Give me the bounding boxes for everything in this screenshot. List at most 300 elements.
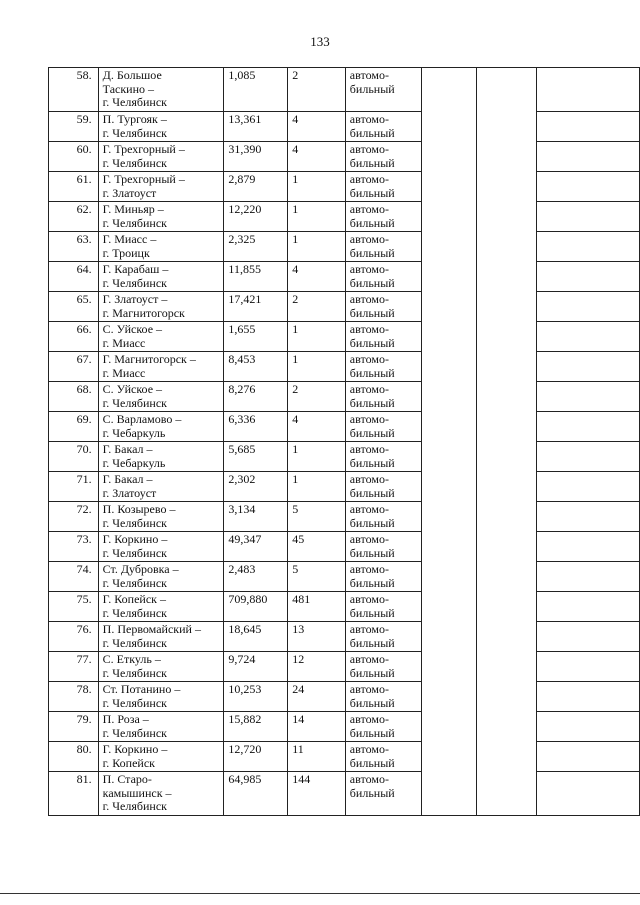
transport-type-cell-line: автомо- [349,442,389,456]
table-row [49,68,640,112]
distance-cell: 5,685 [224,442,288,472]
empty-cell [421,772,476,816]
row-number-cell: 62. [49,202,99,232]
transport-type-cell-line: автомо- [349,742,389,756]
table-row [49,382,640,412]
route-cell-line: П. Старо- [102,772,152,786]
empty-cell [476,712,536,742]
transport-type-cell-line: бильный [349,455,395,470]
table-row [49,712,640,742]
route-cell-line: П. Первомайский – [102,622,201,636]
route-cell [98,622,224,652]
count-cell: 14 [288,712,346,742]
transport-type-cell [345,68,421,112]
distance-cell: 18,645 [224,622,288,652]
distance-cell: 49,347 [224,532,288,562]
table-row [49,352,640,382]
distance-cell: 709,880 [224,592,288,622]
transport-type-cell [345,562,421,592]
route-cell [98,382,224,412]
distance-cell: 2,879 [224,172,288,202]
empty-cell [421,322,476,352]
empty-cell [476,382,536,412]
empty-cell [421,532,476,562]
transport-type-cell-line: бильный [349,425,395,440]
count-cell: 2 [288,68,346,112]
count-cell: 1 [288,232,346,262]
empty-cell [537,172,640,202]
row-number-cell: 58. [49,68,99,112]
distance-cell: 1,085 [224,68,288,112]
row-number-cell: 81. [49,772,99,816]
empty-cell [421,202,476,232]
transport-type-cell-line: автомо- [349,712,389,726]
row-number-cell: 70. [49,442,99,472]
empty-cell [476,142,536,172]
count-cell: 24 [288,682,346,712]
count-cell: 2 [288,292,346,322]
row-number-cell: 74. [49,562,99,592]
row-number-cell: 78. [49,682,99,712]
empty-cell [537,322,640,352]
distance-cell: 12,720 [224,742,288,772]
empty-cell [476,592,536,622]
route-cell-line: П. Козырево – [102,502,176,516]
distance-cell: 2,483 [224,562,288,592]
row-number-cell: 64. [49,262,99,292]
route-cell-line: г. Миасс [102,335,146,350]
transport-type-cell-line: бильный [349,365,395,380]
transport-type-cell [345,172,421,202]
empty-cell [537,562,640,592]
count-cell: 481 [288,592,346,622]
route-cell [98,472,224,502]
transport-type-cell-line: бильный [349,155,395,170]
transport-type-cell-line: бильный [349,185,395,200]
empty-cell [476,172,536,202]
route-cell-line: г. Челябинск [102,155,167,170]
count-cell: 144 [288,772,346,816]
route-cell [98,202,224,232]
route-cell-line: Г. Трехгорный – [102,172,185,186]
row-number-cell: 61. [49,172,99,202]
route-cell-line: Г. Трехгорный – [102,142,185,156]
route-cell-line: г. Чебаркуль [102,425,166,440]
table-row [49,652,640,682]
route-cell-line: Г. Магнитогорск – [102,352,196,366]
empty-cell [476,68,536,112]
route-cell [98,262,224,292]
distance-cell: 8,276 [224,382,288,412]
transport-type-cell-line: бильный [349,605,395,620]
transport-type-cell [345,712,421,742]
table-row [49,112,640,142]
transport-type-cell [345,742,421,772]
route-cell-line: Д. Большое [102,68,162,82]
table-row [49,172,640,202]
empty-cell [421,172,476,202]
route-cell-line: г. Чебаркуль [102,455,166,470]
row-number-cell: 59. [49,112,99,142]
route-cell-line: Г. Бакал – [102,472,153,486]
route-cell-line: г. Челябинск [102,275,167,290]
transport-type-cell [345,382,421,412]
empty-cell [476,412,536,442]
route-cell-line: Г. Бакал – [102,442,153,456]
count-cell: 45 [288,532,346,562]
row-number-cell: 69. [49,412,99,442]
route-cell-line: Ст. Дубровка – [102,562,179,576]
route-cell-line: г. Челябинск [102,695,167,710]
transport-type-cell [345,502,421,532]
empty-cell [537,772,640,816]
distance-cell: 2,302 [224,472,288,502]
count-cell: 1 [288,172,346,202]
footer-rule [0,893,640,894]
page-number: 133 [310,34,330,49]
distance-cell: 10,253 [224,682,288,712]
empty-cell [421,68,476,112]
route-cell-line: г. Копейск [102,755,155,770]
distance-cell: 17,421 [224,292,288,322]
empty-cell [421,352,476,382]
route-cell [98,142,224,172]
empty-cell [537,592,640,622]
transport-type-cell-line: автомо- [349,592,389,606]
route-cell-line: П. Тургояк – [102,112,167,126]
route-cell [98,742,224,772]
empty-cell [537,472,640,502]
row-number-cell: 65. [49,292,99,322]
transport-type-cell-line: бильный [349,755,395,770]
transport-type-cell-line: автомо- [349,142,389,156]
table-row [49,292,640,322]
transport-type-cell [345,442,421,472]
transport-type-cell-line: бильный [349,665,395,680]
distance-cell: 12,220 [224,202,288,232]
count-cell: 1 [288,322,346,352]
transport-type-cell-line: автомо- [349,232,389,246]
empty-cell [537,682,640,712]
route-cell-line: Ст. Потанино – [102,682,181,696]
transport-type-cell-line: бильный [349,695,395,710]
row-number-cell: 77. [49,652,99,682]
route-cell [98,172,224,202]
transport-type-cell-line: автомо- [349,68,389,82]
empty-cell [476,622,536,652]
route-cell-line: г. Челябинск [102,95,167,109]
empty-cell [476,292,536,322]
table-row [49,502,640,532]
route-cell [98,772,224,816]
count-cell: 13 [288,622,346,652]
route-cell-line: г. Челябинск [102,395,167,410]
route-cell-line: г. Челябинск [102,575,167,590]
empty-cell [421,592,476,622]
transport-type-cell-line: автомо- [349,352,389,366]
row-number-cell: 66. [49,322,99,352]
route-cell-line: Г. Коркино – [102,532,168,546]
route-cell [98,292,224,322]
table-row [49,472,640,502]
route-cell-line: г. Челябинск [102,515,167,530]
transport-type-cell-line: бильный [349,515,395,530]
empty-cell [476,442,536,472]
route-cell-line: г. Челябинск [102,605,167,620]
transport-type-cell [345,202,421,232]
table-row [49,592,640,622]
empty-cell [537,112,640,142]
route-cell-line: г. Челябинск [102,799,167,813]
empty-cell [421,262,476,292]
transport-type-cell-line: автомо- [349,652,389,666]
route-cell [98,112,224,142]
transport-type-cell [345,352,421,382]
route-cell-line: г. Челябинск [102,725,167,740]
route-cell-line: Г. Миньяр – [102,202,164,216]
routes-table [48,67,640,816]
distance-cell: 11,855 [224,262,288,292]
transport-type-cell-line: автомо- [349,502,389,516]
empty-cell [421,112,476,142]
route-cell-line: г. Челябинск [102,545,167,560]
count-cell: 1 [288,472,346,502]
empty-cell [537,262,640,292]
row-number-cell: 75. [49,592,99,622]
transport-type-cell-line: бильный [349,305,395,320]
empty-cell [476,262,536,292]
empty-cell [476,532,536,562]
transport-type-cell-line: автомо- [349,262,389,276]
count-cell: 12 [288,652,346,682]
empty-cell [421,712,476,742]
route-cell-line: г. Миасс [102,365,146,380]
count-cell: 5 [288,502,346,532]
transport-type-cell-line: бильный [349,245,395,260]
route-cell-line: г. Златоуст [102,185,157,200]
table-row [49,442,640,472]
empty-cell [421,622,476,652]
count-cell: 4 [288,262,346,292]
count-cell: 4 [288,142,346,172]
transport-type-cell-line: автомо- [349,682,389,696]
empty-cell [421,442,476,472]
route-cell-line: С. Варламово – [102,412,182,426]
empty-cell [537,412,640,442]
transport-type-cell-line: автомо- [349,562,389,576]
empty-cell [537,652,640,682]
count-cell: 2 [288,382,346,412]
transport-type-cell [345,682,421,712]
row-number-cell: 73. [49,532,99,562]
row-number-cell: 80. [49,742,99,772]
table-row [49,262,640,292]
count-cell: 11 [288,742,346,772]
route-cell [98,502,224,532]
row-number-cell: 71. [49,472,99,502]
distance-cell: 9,724 [224,652,288,682]
route-cell-line: г. Челябинск [102,215,167,230]
transport-type-cell-line: бильный [349,485,395,500]
transport-type-cell-line: автомо- [349,382,389,396]
table-row [49,682,640,712]
empty-cell [421,502,476,532]
table-row [49,622,640,652]
count-cell: 4 [288,112,346,142]
empty-cell [476,742,536,772]
empty-cell [537,352,640,382]
transport-type-cell-line: бильный [349,545,395,560]
transport-type-cell [345,472,421,502]
route-cell [98,352,224,382]
transport-type-cell-line: автомо- [349,112,389,126]
transport-type-cell-line: автомо- [349,772,389,786]
table-row [49,322,640,352]
empty-cell [476,352,536,382]
row-number-cell: 60. [49,142,99,172]
row-number-cell: 76. [49,622,99,652]
distance-cell: 1,655 [224,322,288,352]
table-row [49,412,640,442]
route-cell-line: Г. Миасс – [102,232,157,246]
route-cell [98,532,224,562]
table-row [49,142,640,172]
empty-cell [476,682,536,712]
route-cell-line: г. Челябинск [102,665,167,680]
route-cell-line: г. Магнитогорск [102,305,185,320]
table-row [49,532,640,562]
transport-type-cell [345,142,421,172]
empty-cell [476,502,536,532]
distance-cell: 15,882 [224,712,288,742]
distance-cell: 6,336 [224,412,288,442]
route-cell-line: г. Челябинск [102,125,167,140]
empty-cell [421,232,476,262]
transport-type-cell [345,262,421,292]
empty-cell [421,652,476,682]
table-row [49,742,640,772]
transport-type-cell-line: автомо- [349,172,389,186]
route-cell [98,412,224,442]
row-number-cell: 67. [49,352,99,382]
transport-type-cell [345,232,421,262]
row-number-cell: 63. [49,232,99,262]
route-cell [98,562,224,592]
route-cell-line: С. Уйское – [102,382,163,396]
empty-cell [421,412,476,442]
empty-cell [537,532,640,562]
route-cell [98,712,224,742]
row-number-cell: 72. [49,502,99,532]
transport-type-cell-line: автомо- [349,412,389,426]
transport-type-cell [345,592,421,622]
distance-cell: 3,134 [224,502,288,532]
empty-cell [421,142,476,172]
transport-type-cell-line: бильный [349,275,395,290]
transport-type-cell [345,622,421,652]
transport-type-cell-line: автомо- [349,322,389,336]
transport-type-cell-line: бильный [349,785,395,800]
empty-cell [476,772,536,816]
transport-type-cell-line: автомо- [349,622,389,636]
route-cell-line: Г. Копейск – [102,592,166,606]
empty-cell [476,232,536,262]
table-row [49,772,640,816]
route-cell-line: С. Уйское – [102,322,163,336]
empty-cell [421,682,476,712]
transport-type-cell-line: автомо- [349,532,389,546]
empty-cell [537,142,640,172]
transport-type-cell [345,112,421,142]
transport-type-cell [345,322,421,352]
empty-cell [537,712,640,742]
route-cell-line: П. Роза – [102,712,149,726]
transport-type-cell-line: бильный [349,215,395,230]
count-cell: 1 [288,352,346,382]
empty-cell [421,292,476,322]
routes-table-body [49,68,640,816]
empty-cell [476,112,536,142]
empty-cell [421,742,476,772]
transport-type-cell [345,532,421,562]
empty-cell [421,382,476,412]
route-cell-line: камышинск – [102,785,172,800]
empty-cell [537,232,640,262]
empty-cell [537,502,640,532]
empty-cell [421,472,476,502]
route-cell [98,68,224,112]
count-cell: 4 [288,412,346,442]
distance-cell: 31,390 [224,142,288,172]
empty-cell [537,742,640,772]
route-cell [98,652,224,682]
route-cell-line: г. Троицк [102,245,150,260]
empty-cell [537,68,640,112]
empty-cell [476,652,536,682]
empty-cell [476,202,536,232]
distance-cell: 8,453 [224,352,288,382]
empty-cell [476,562,536,592]
distance-cell: 2,325 [224,232,288,262]
count-cell: 1 [288,202,346,232]
route-cell-line: С. Еткуль – [102,652,161,666]
route-cell [98,322,224,352]
empty-cell [537,382,640,412]
row-number-cell: 79. [49,712,99,742]
table-row [49,232,640,262]
empty-cell [476,472,536,502]
empty-cell [537,202,640,232]
route-cell [98,592,224,622]
row-number-cell: 68. [49,382,99,412]
empty-cell [537,442,640,472]
route-cell [98,442,224,472]
transport-type-cell-line: бильный [349,575,395,590]
route-cell-line: Г. Златоуст – [102,292,168,306]
transport-type-cell-line: автомо- [349,202,389,216]
transport-type-cell-line: бильный [349,395,395,410]
empty-cell [537,622,640,652]
empty-cell [421,562,476,592]
transport-type-cell-line: бильный [349,81,395,96]
transport-type-cell-line: бильный [349,635,395,650]
transport-type-cell-line: бильный [349,725,395,740]
transport-type-cell-line: автомо- [349,292,389,306]
count-cell: 1 [288,442,346,472]
table-row [49,202,640,232]
route-cell [98,682,224,712]
empty-cell [476,322,536,352]
